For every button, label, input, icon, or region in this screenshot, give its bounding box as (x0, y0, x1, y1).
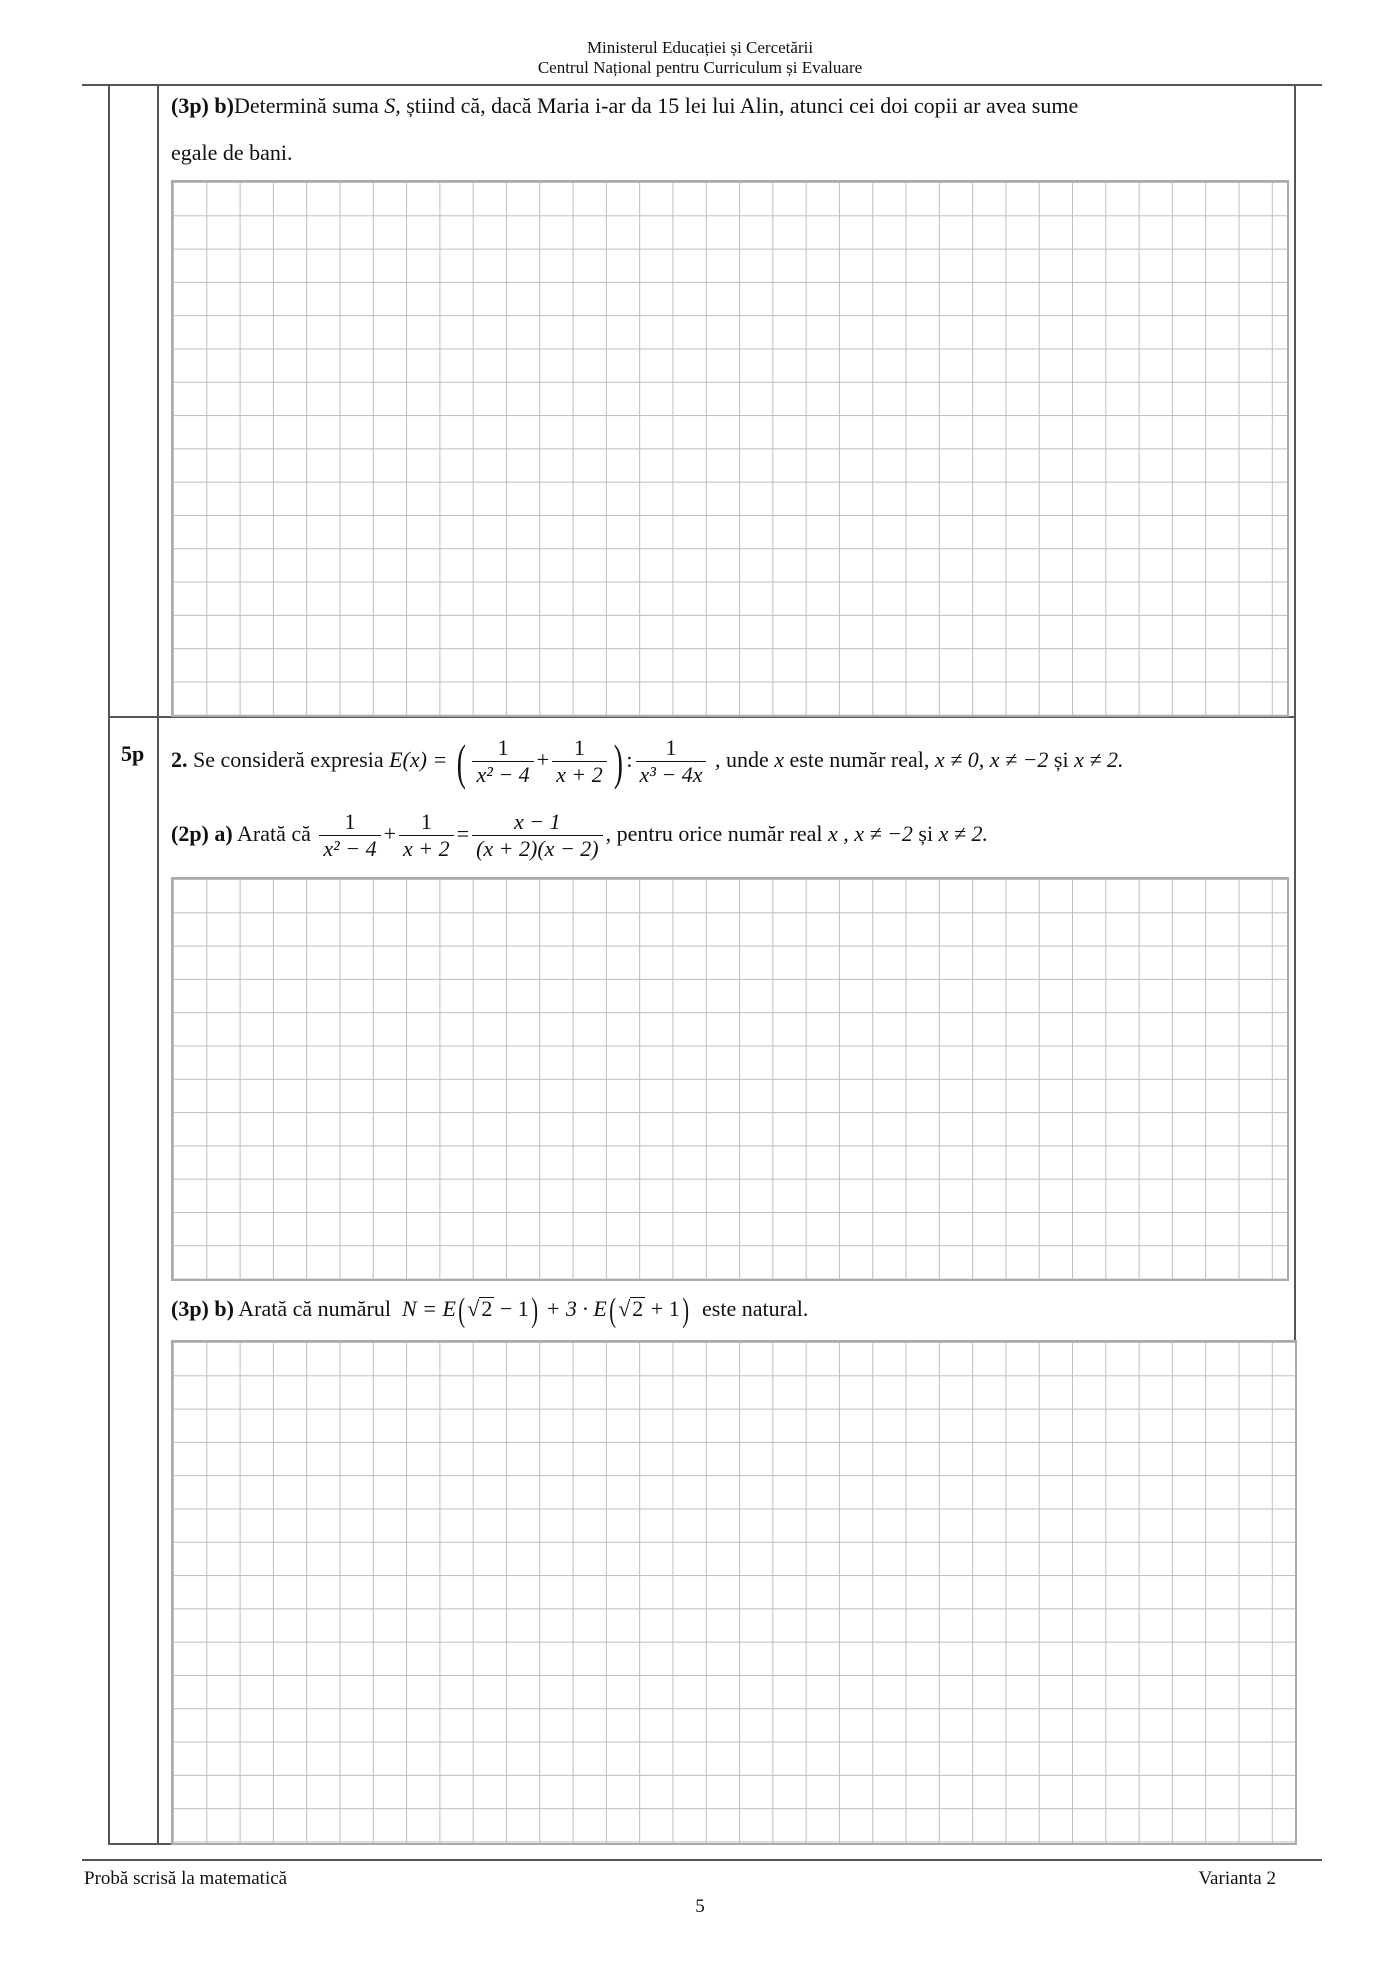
score-column-divider (157, 84, 159, 1845)
task2b-points: (3p) (171, 1296, 209, 1321)
footer-variant: Varianta 2 (1198, 1868, 1276, 1889)
task2a-condition-2: x ≠ 2. (938, 821, 988, 846)
task2b-sqrt-2: 2 (632, 1296, 644, 1321)
task2a-points: (2p) (171, 821, 209, 846)
footer-exam-name: Probă scrisă la matematică (84, 1868, 288, 1889)
center-name: Centrul Național pentru Curriculum și Evaluare (537, 58, 863, 77)
task2-and: și (1053, 747, 1069, 772)
task2b-text: Arată că numărul (238, 1296, 391, 1321)
task2-frac-1: $\frac{1}{\text{x² − 4}}$ (472, 735, 533, 788)
task2a-condition-1: x ≠ −2 (854, 821, 913, 846)
task1b-label: b) (214, 93, 234, 118)
task2a-statement: (2p) a) Arată că $\frac{1}{\text{x² − 4}}$ + $\frac{1}{x + 2}$ = $\frac{x - 1}{(x + 2)(x - 2)}$ , pentru orice număr real x , x ≠ −2 și x ≠ 2. (171, 809, 988, 862)
task2b-plus3: + 3 · E (540, 1296, 607, 1321)
task2b-n-eq: N = E (401, 1296, 456, 1321)
task2-after: , unde (714, 747, 769, 772)
task2b-statement: (3p) b) Arată că numărul N = E( √2 − 1) + 3 · E( √2 + 1) este natural. (171, 1291, 809, 1329)
answer-grid-1[interactable] (171, 180, 1289, 717)
task2-condition-1: x ≠ 0, (934, 747, 985, 772)
task2a-frac-2: $\frac{1}{x + 2}$ (399, 809, 454, 862)
task2a-frac-1: $\frac{1}{\text{x² − 4}}$ (319, 809, 380, 862)
task2-expr-lhs: E(x) = (389, 747, 448, 772)
task2-intro: Se consideră expresia (193, 747, 384, 772)
task2b-sqrt-1: 2 (481, 1296, 493, 1321)
task2a-and: și (918, 821, 934, 846)
task2-condition: este număr real, (789, 747, 930, 772)
task2-frac-3: $\frac{1}{\text{x³ − 4x}}$ (636, 735, 707, 788)
task2b-label: b) (214, 1296, 234, 1321)
task2a-text: Arată că (237, 821, 311, 846)
task2-var-x: x (774, 747, 785, 772)
task2b-after: este natural. (702, 1296, 809, 1321)
footer-rule (82, 1859, 1322, 1861)
task2-condition-3: x ≠ 2. (1074, 747, 1124, 772)
task2-number: 2. (171, 747, 188, 772)
task2-frac-2: $\frac{1}{x + 2}$ (552, 735, 607, 788)
task2-score: 5p (121, 741, 145, 766)
task2a-frac-rhs: $\frac{x - 1}{(x + 2)(x - 2)}$ (472, 809, 603, 862)
ministry-name: Ministerul Educației și Cercetării (586, 38, 814, 57)
task1b-var-s: S, (384, 93, 401, 118)
task1b-points: (3p) (171, 93, 209, 118)
answer-grid-3[interactable] (171, 1340, 1297, 1845)
task2a-after: , pentru orice număr real (605, 821, 823, 846)
task1b-line1 (171, 92, 1078, 120)
task1b-text-2: știind că, dacă Maria i-ar da 15 lei lui Alin, atunci cei doi copii ar avea sume (400, 93, 1079, 118)
task2a-label: a) (214, 821, 233, 846)
task1b-text: Determină suma (233, 93, 385, 118)
task2-condition-2: x ≠ −2 (989, 747, 1049, 772)
task2-statement: 2. Se consideră expresia E(x) = ( $\frac{1}{\text{x² − 4}}$ + $\frac{1}{x + 2}$ ) : $\frac{1}{\text{x³ − 4x}}$ , unde x este număr real, x ≠ 0, x ≠ −2 și x ≠ 2. (171, 733, 1124, 790)
task1b-line2: egale de bani. (171, 140, 293, 165)
page-number: 5 (695, 1896, 705, 1917)
answer-grid-2[interactable] (171, 877, 1289, 1281)
task2a-var-x: x , (827, 821, 849, 846)
